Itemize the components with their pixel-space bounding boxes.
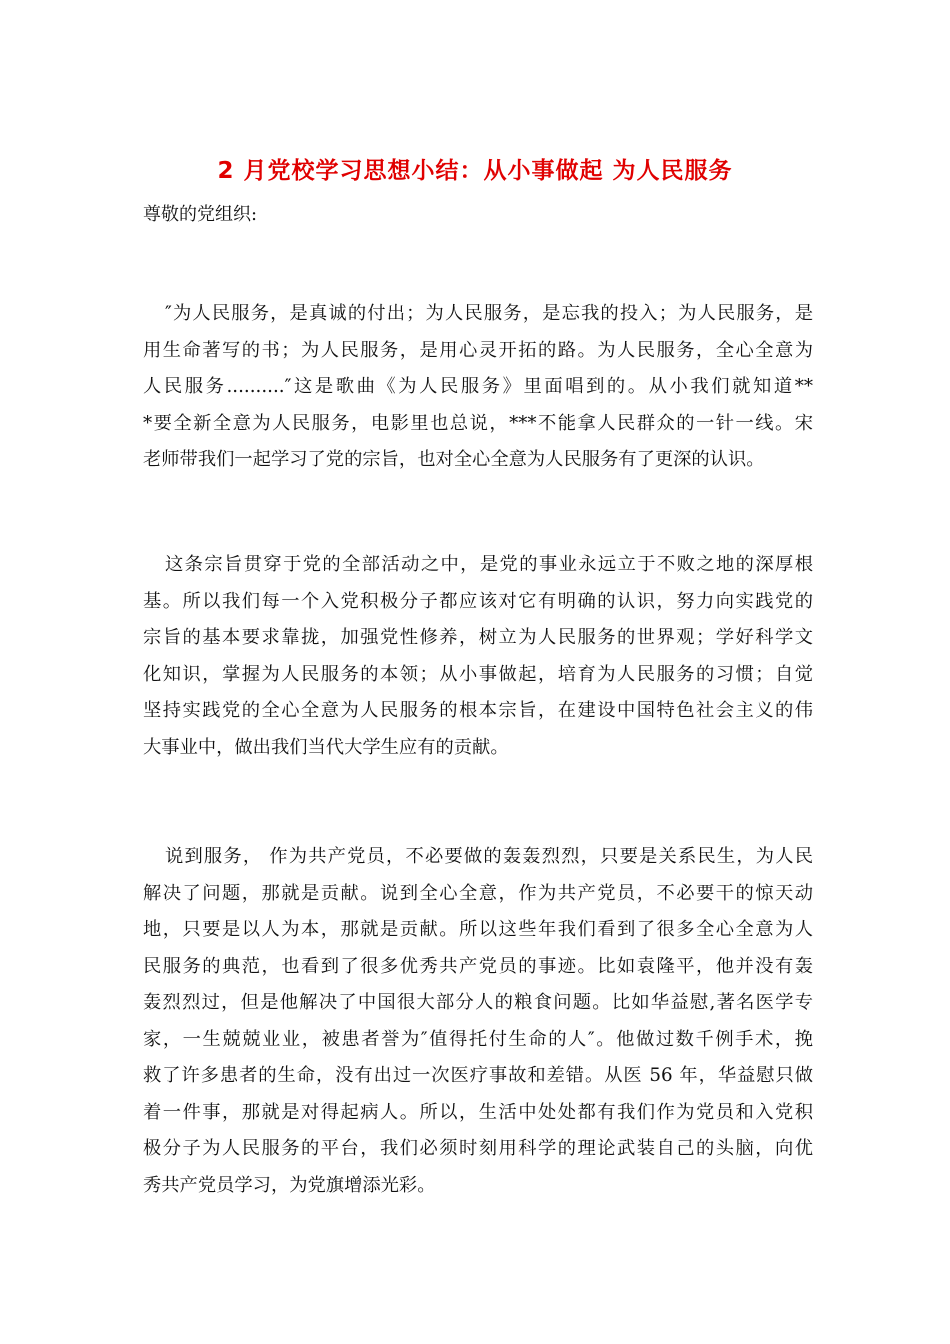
paragraph-line: 极分子为人民服务的平台，我们必须时刻用科学的理论武装自己的头脑，向优 [143, 1138, 813, 1159]
paragraph-1 [143, 296, 813, 479]
paragraph-line: 基。所以我们每一个入党积极分子都应该对它有明确的认识，努力向实践党的 [143, 590, 813, 612]
paragraph-line: 说到服务， 作为共产党员，不必要做的轰轰烈烈，只要是关系民生，为人民 [165, 846, 813, 867]
paragraph-line: 地，只要是以人为本，那就是贡献。所以这些年我们看到了很多全心全意为人 [143, 919, 813, 940]
paragraph-line: 大事业中，做出我们当代大学生应有的贡献。 [143, 736, 509, 758]
paragraph-line: 秀共产党员学习，为党旗增添光彩。 [143, 1174, 436, 1196]
paragraph-line: 这条宗旨贯穿于党的全部活动之中，是党的事业永远立于不败之地的深厚根 [165, 554, 813, 575]
paragraph-line: 老师带我们一起学习了党的宗旨，也对全心全意为人民服务有了更深的认识。 [143, 449, 765, 470]
paragraph-line: 救了许多患者的生命，没有出过一次医疗事故和差错。从医 56 年，华益慰只做 [143, 1065, 813, 1086]
paragraph-line: 宗旨的基本要求靠拢，加强党性修养，树立为人民服务的世界观；学好科学文 [143, 627, 813, 648]
paragraph-line: 轰烈烈过，但是他解决了中国很大部分人的粮食问题。比如华益慰,著名医学专 [143, 992, 813, 1013]
paragraph-line: 家，一生兢兢业业，被患者誉为″值得托付生命的人″。他做过数千例手术，挽 [143, 1028, 813, 1050]
paragraph-line: 着一件事，那就是对得起病人。所以，生活中处处都有我们作为党员和入党积 [143, 1101, 813, 1123]
paragraph-line: *要全新全意为人民服务，电影里也总说，***不能拿人民群众的一针一线。宋 [143, 412, 813, 434]
paragraph-3 [143, 839, 813, 1204]
paragraph-line: 民服务的典范，也看到了很多优秀共产党员的事迹。比如袁隆平，他并没有轰 [143, 955, 813, 977]
paragraph-2 [143, 547, 813, 766]
paragraph-line: 坚持实践党的全心全意为人民服务的根本宗旨，在建设中国特色社会主义的伟 [143, 700, 813, 721]
paragraph-line: 解决了问题，那就是贡献。说到全心全意，作为共产党员，不必要干的惊天动 [143, 882, 813, 904]
paragraph-line: 化知识，掌握为人民服务的本领；从小事做起，培育为人民服务的习惯；自觉 [143, 663, 813, 685]
salutation: 尊敬的党组织: [143, 204, 258, 225]
paragraph-line: 人民服务..........″这是歌曲《为人民服务》里面唱到的。从小我们就知道** [143, 376, 813, 397]
paragraph-line: ″为人民服务，是真诚的付出；为人民服务，是忘我的投入；为人民服务，是 [165, 303, 813, 324]
document-title: 2 月党校学习思想小结：从小事做起 为人民服务 [217, 158, 733, 184]
paragraph-line: 用生命著写的书；为人民服务，是用心灵开拓的路。为人民服务，全心全意为 [143, 339, 813, 361]
